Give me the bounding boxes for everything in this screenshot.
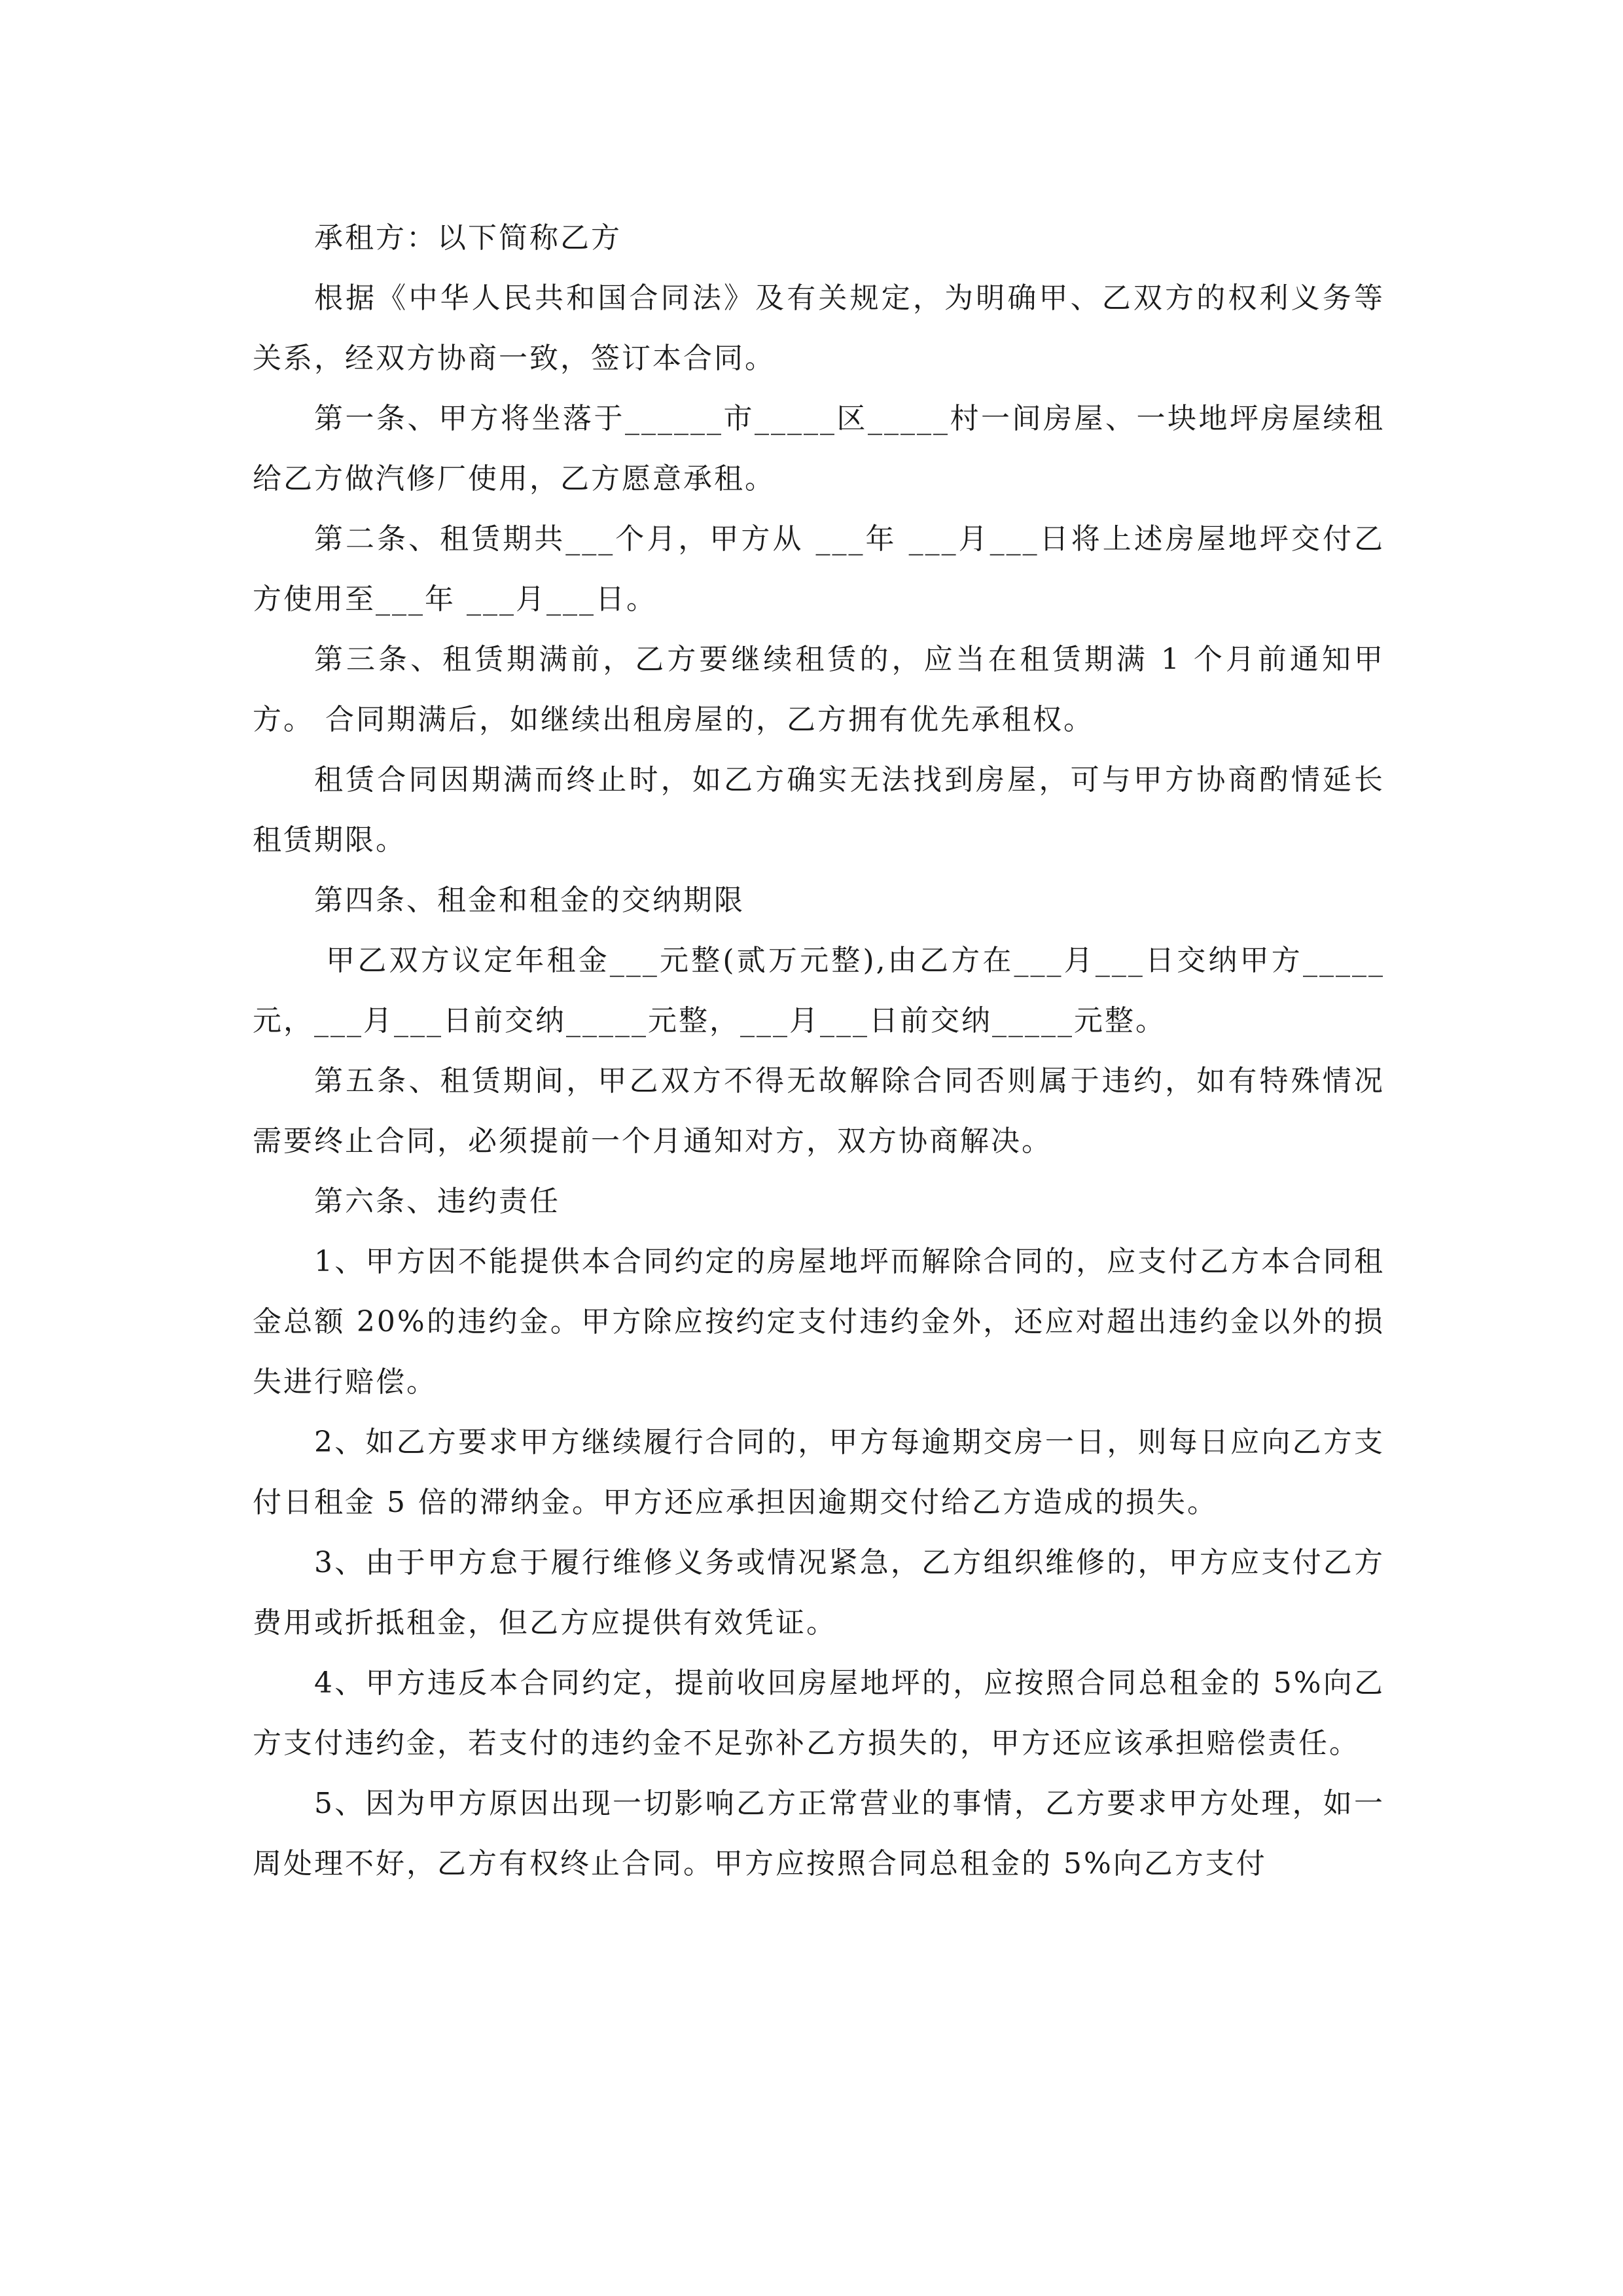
paragraph-article-5: 第五条、租赁期间，甲乙双方不得无故解除合同否则属于违约，如有特殊情况需要终止合同，必须提前一个月通知对方，双方协商解决。 xyxy=(253,1064,1385,1158)
paragraph-rent-terms: 甲乙双方议定年租金___元整(贰万元整),由乙方在___月___日交纳甲方_____元，___月___日前交纳_____元整，___月___日前交纳_____元整。 xyxy=(253,944,1385,1037)
paragraph-lease-extension: 租赁合同因期满而终止时，如乙方确实无法找到房屋，可与甲方协商酌情延长租赁期限。 xyxy=(253,763,1385,857)
paragraph-preamble: 根据《中华人民共和国合同法》及有关规定，为明确甲、乙双方的权利义务等关系，经双方协商一致，签订本合同。 xyxy=(253,281,1385,375)
paragraph-article-4-heading: 第四条、租金和租金的交纳期限 xyxy=(314,884,745,917)
contract-body xyxy=(253,208,1385,1894)
paragraph-article-3: 第三条、租赁期满前，乙方要继续租赁的，应当在租赁期满 1 个月前通知甲方。 合同期满后，如继续出租房屋的，乙方拥有优先承租权。 xyxy=(253,643,1385,736)
paragraph-clause-3: 3、由于甲方怠于履行维修义务或情况紧急，乙方组织维修的，甲方应支付乙方费用或折抵租金，但乙方应提供有效凭证。 xyxy=(253,1546,1385,1640)
paragraph-article-2: 第二条、租赁期共___个月，甲方从 ___年 ___月___日将上述房屋地坪交付乙方使用至___年 ___月___日。 xyxy=(253,522,1385,616)
paragraph-article-6-heading: 第六条、违约责任 xyxy=(314,1185,560,1218)
paragraph-lessee: 承租方：以下简称乙方 xyxy=(314,221,622,255)
paragraph-clause-4: 4、甲方违反本合同约定，提前收回房屋地坪的，应按照合同总租金的 5%向乙方支付违约金，若支付的违约金不足弥补乙方损失的，甲方还应该承担赔偿责任。 xyxy=(253,1666,1385,1760)
paragraph-clause-5: 5、因为甲方原因出现一切影响乙方正常营业的事情，乙方要求甲方处理，如一周处理不好，乙方有权终止合同。甲方应按照合同总租金的 5%向乙方支付 xyxy=(253,1787,1385,1880)
paragraph-clause-1: 1、甲方因不能提供本合同约定的房屋地坪而解除合同的，应支付乙方本合同租金总额 20%的违约金。甲方除应按约定支付违约金外，还应对超出违约金以外的损失进行赔偿。 xyxy=(253,1245,1385,1399)
paragraph-article-1: 第一条、甲方将坐落于______市_____区_____村一间房屋、一块地坪房屋续租给乙方做汽修厂使用，乙方愿意承租。 xyxy=(253,402,1385,495)
paragraph-clause-2: 2、如乙方要求甲方继续履行合同的，甲方每逾期交房一日，则每日应向乙方支付日租金 5 倍的滞纳金。甲方还应承担因逾期交付给乙方造成的损失。 xyxy=(253,1426,1385,1519)
